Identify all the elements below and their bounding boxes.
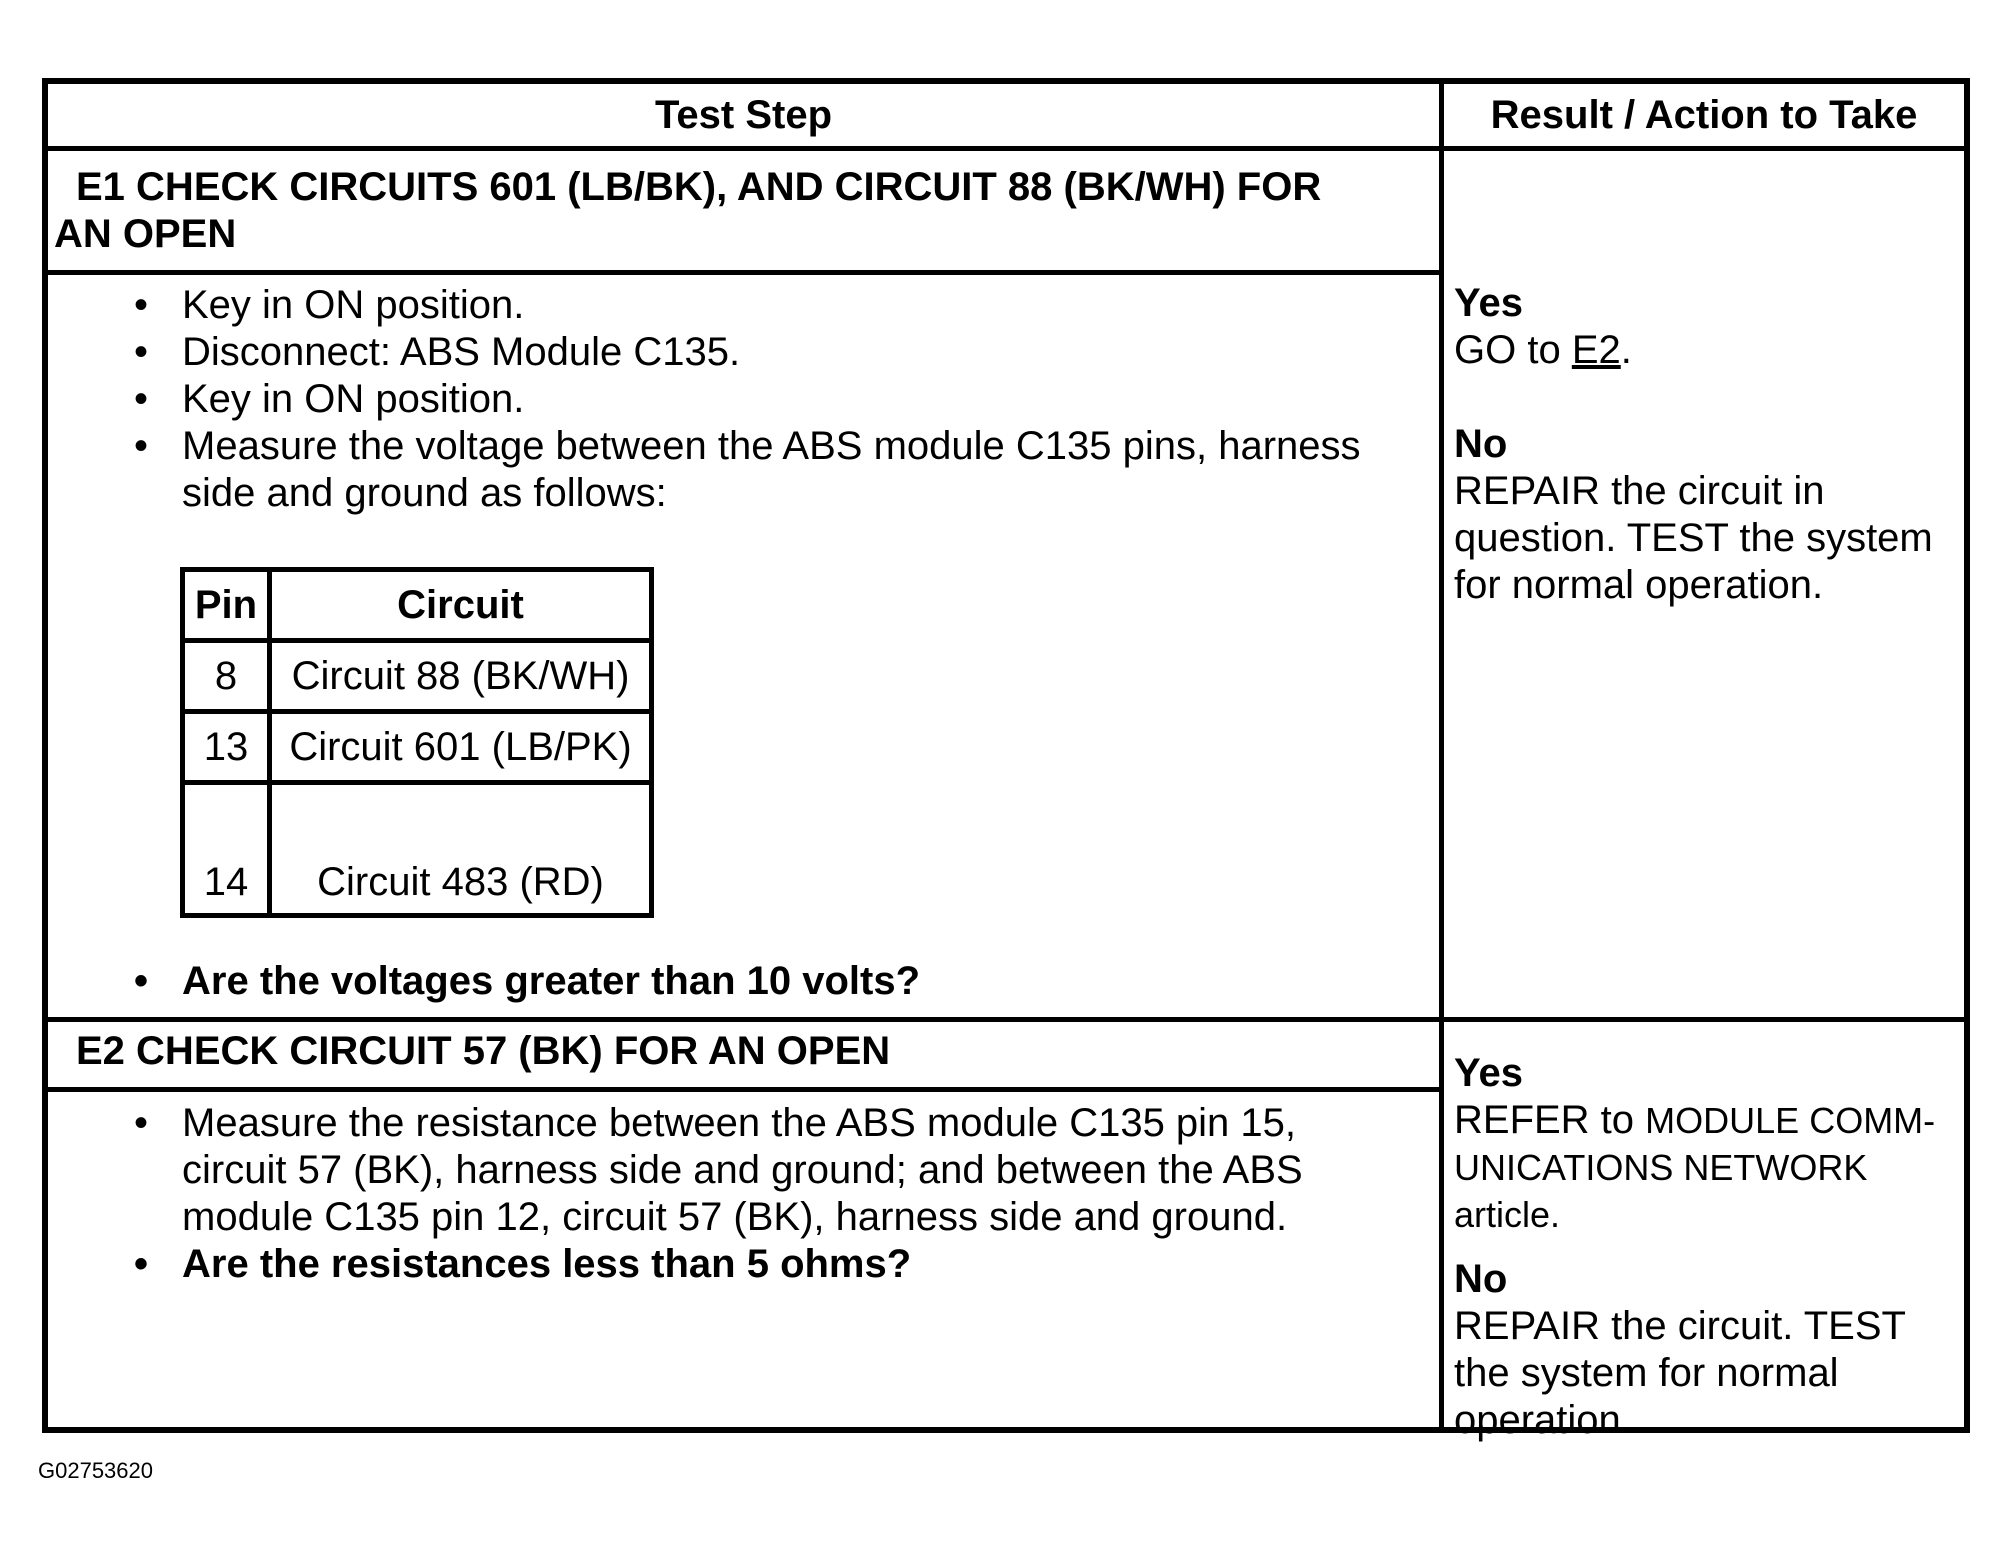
e1-yes-label: Yes: [1454, 281, 1523, 325]
table-row: [183, 712, 652, 783]
e1-step-3: • Key in ON position.: [48, 376, 1439, 423]
table-row: [183, 783, 652, 916]
e2-no-action: REPAIR the circuit. TEST the system for normal operation.: [1454, 1304, 1906, 1442]
pin-cell: 13: [183, 712, 270, 783]
figure-code: G02753620: [38, 1458, 153, 1483]
header-test-step: Test Step: [654, 93, 833, 137]
e2-yes-action: [1454, 1097, 1964, 1238]
e1-step-4: • Measure the voltage between the ABS module C135 pins, harness side and ground as follows:: [48, 423, 1439, 517]
test-step-table: [42, 78, 1970, 1442]
e1-title: [54, 164, 1434, 258]
e2-result: [1444, 1050, 1964, 1444]
circuit-cell: Circuit 88 (BK/WH): [270, 641, 652, 712]
e1-question-block: [48, 958, 1439, 1005]
pin-cell: 8: [183, 641, 270, 712]
pin-circuit-table: [180, 567, 654, 918]
header-result-action: Result / Action to Take: [1490, 93, 1918, 137]
e2-title: E2 CHECK CIRCUIT 57 (BK) FOR AN OPEN: [76, 1029, 891, 1073]
e1-yes-period: .: [1620, 328, 1632, 372]
circuit-cell: Circuit 601 (LB/PK): [270, 712, 652, 783]
e1-yes-text: GO to: [1454, 328, 1572, 372]
e1-result: [1444, 280, 1964, 609]
e1-steps: [48, 282, 1439, 517]
e2-steps: [48, 1100, 1439, 1288]
e2-question: • Are the resistances less than 5 ohms?: [48, 1241, 1439, 1288]
e1-question: • Are the voltages greater than 10 volts?: [48, 958, 1439, 1005]
pin-cell: 14: [183, 783, 270, 916]
e1-step-2: • Disconnect: ABS Module C135.: [48, 329, 1439, 376]
e2-no-label: No: [1454, 1257, 1508, 1301]
e2-link[interactable]: E2: [1571, 328, 1621, 372]
circuit-header: Circuit: [270, 570, 652, 641]
e1-step-1: • Key in ON position.: [48, 282, 1439, 329]
header-divider: [48, 146, 1964, 151]
e1-no-label: No: [1454, 422, 1508, 466]
e1-title-line1: E1 CHECK CIRCUITS 601 (LB/BK), AND CIRCUIT 88 (BK/WH) FOR: [76, 165, 1322, 209]
e1-no-action: REPAIR the circuit in question. TEST the system for normal operation.: [1454, 469, 1933, 607]
e2-yes-text: REFER to: [1454, 1098, 1635, 1142]
e2-title-divider: [48, 1087, 1439, 1092]
e1-yes-action: [1454, 327, 1964, 374]
circuit-cell: Circuit 483 (RD): [270, 783, 652, 916]
module-communications-link[interactable]: MODULE COMM-UNICATIONS NETWORK article.: [1454, 1100, 1936, 1235]
e1-title-divider: [48, 270, 1439, 275]
e2-step-1: • Measure the resistance between the ABS module C135 pin 15, circuit 57 (BK), harness side and ground; and between the ABS module C135 pin 12, circuit 57 (BK), harness side and ground.: [48, 1100, 1439, 1241]
e1-e2-divider: [48, 1017, 1964, 1022]
e1-title-line2: AN OPEN: [54, 212, 237, 256]
e2-yes-label: Yes: [1454, 1051, 1523, 1095]
table-row: [183, 641, 652, 712]
pin-header: Pin: [183, 570, 270, 641]
